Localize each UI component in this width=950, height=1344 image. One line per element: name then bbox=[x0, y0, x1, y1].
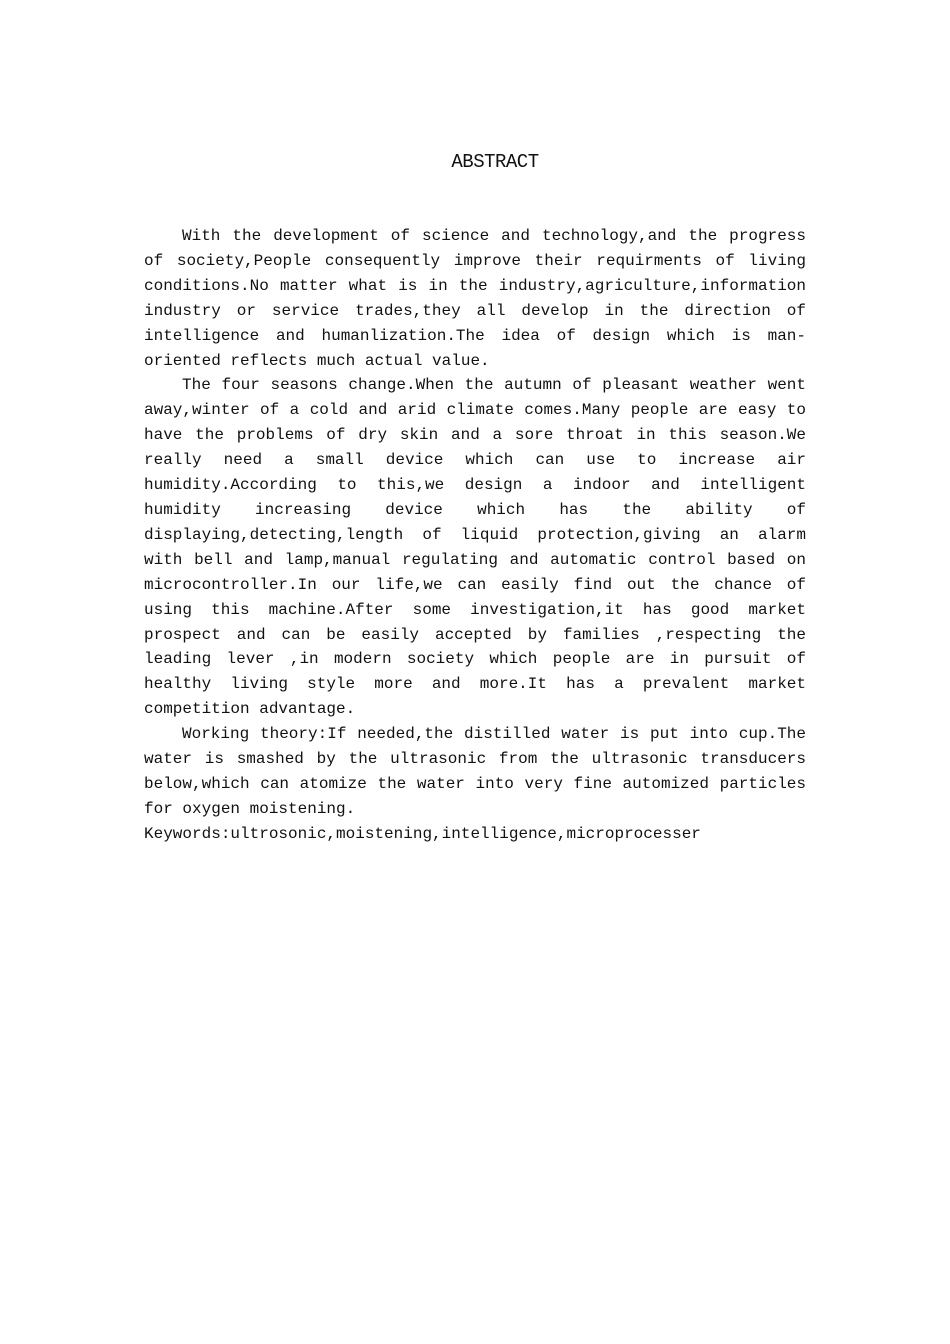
paragraph-development: With the development of science and technology,and the progress of society,People consequently improve their requirments of living conditions.No matter what is in the industry,agriculture,information industry or service trades,they all develop in the direction of intelligence and humanlization.The idea of design which is man-oriented reflects much actual value. bbox=[144, 227, 806, 370]
paragraph-seasons: The four seasons change.When the autumn of pleasant weather went away,winter of a cold and arid climate comes.Many people are easy to have the problems of dry skin and a sore throat in this season.We really need a small device which can use to increase air humidity.According to this,we design a indoor and intelligent humidity increasing device which has the ability of displaying,detecting,length of liquid protection,giving an alarm with bell and lamp,manual regulating and automatic control based on microcontroller.In our life,we can easily find out the chance of using this machine.After some investigation,it has good market prospect and can be easily accepted by families ,respecting the leading lever ,in modern society which people are in pursuit of healthy living style more and more.It has a prevalent market competition advantage. bbox=[144, 376, 806, 719]
abstract-title: ABSTRACT bbox=[451, 151, 539, 173]
keywords-line: Keywords:ultrosonic,moistening,intelligence,microprocesser bbox=[144, 824, 701, 843]
abstract-body bbox=[144, 224, 806, 847]
paragraph-working-theory: Working theory:If needed,the distilled water is put into cup.The water is smashed by the ultrasonic from the ultrasonic transducers below,which can atomize the water into very fine automized particles for oxygen moistening. bbox=[144, 725, 806, 818]
